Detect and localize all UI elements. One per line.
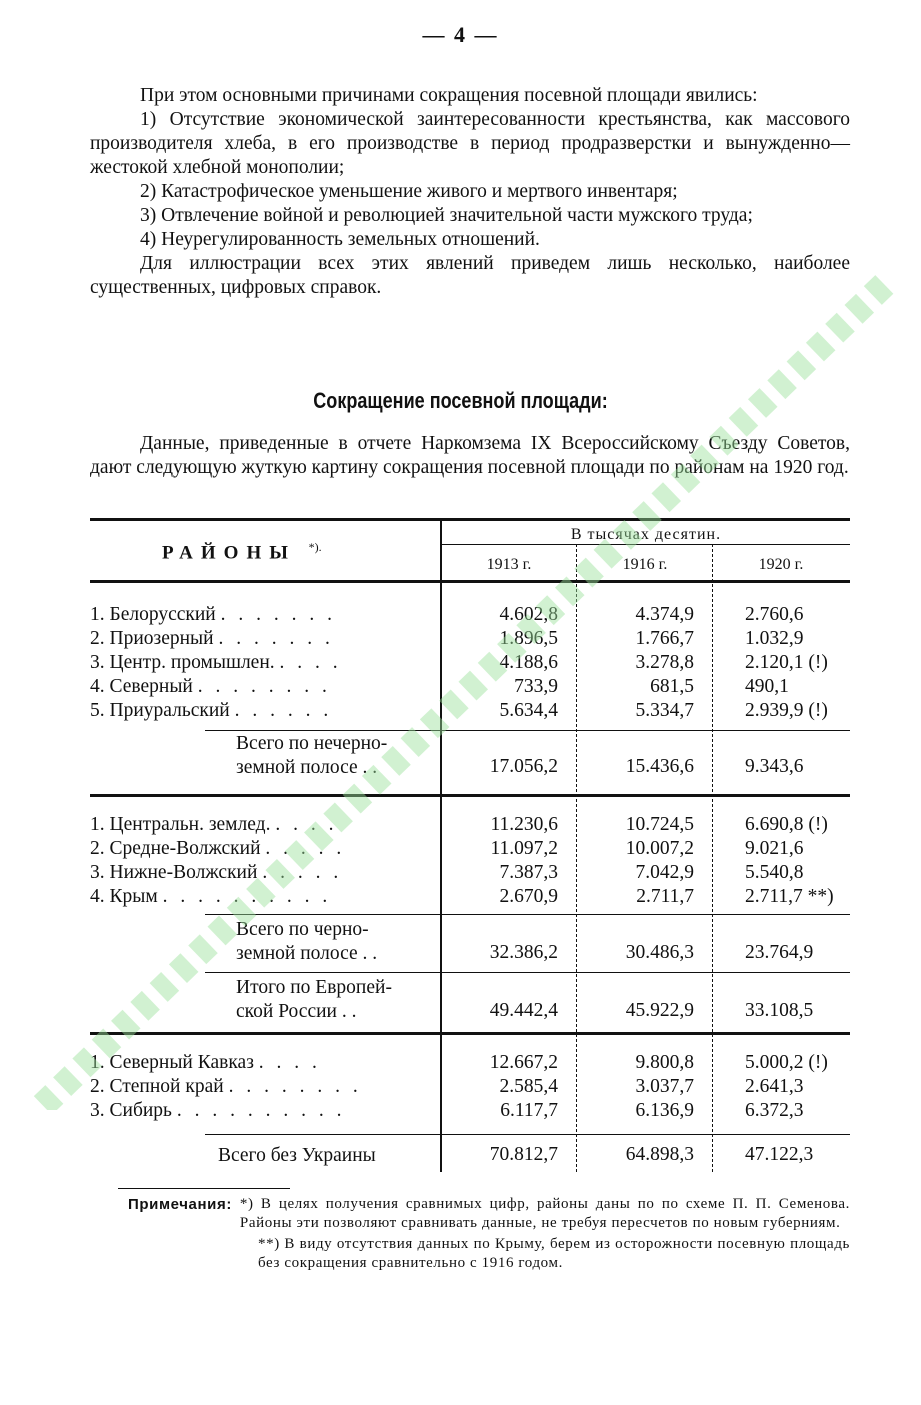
intro-paragraph: При этом основными причинами сокращения посевной площади явились: — [140, 85, 758, 106]
subtotal-label-line2: ской России . . — [236, 1001, 357, 1022]
table-row: 4. Крым . . . . . . . . . . 2.670,9 2.711,7 2.711,7 **) — [90, 886, 834, 907]
table-row: 2. Приозерный . . . . . . . 1.896,5 1.766,7 1.032,9 — [90, 628, 804, 649]
value-1916: 6.136,9 — [635, 1100, 694, 1121]
district-name: 2. Средне-Волжский — [90, 838, 261, 859]
watermark-block — [651, 482, 681, 512]
section-intro — [90, 432, 850, 480]
district-name: 3. Нижне-Волжский — [90, 862, 258, 883]
table-row: 3. Нижне-Волжский . . . . . 7.387,3 7.042,9 5.540,8 — [90, 862, 804, 883]
subtotal-1920: 23.764,9 — [745, 942, 814, 963]
districts-header-label: РАЙОНЫ — [162, 542, 296, 564]
group-rule — [90, 794, 850, 797]
value-1913: 5.634,4 — [499, 700, 558, 721]
total-1920: 47.122,3 — [745, 1144, 814, 1165]
district-name: 3. Сибирь — [90, 1100, 172, 1121]
value-1913: 2.585,4 — [499, 1076, 558, 1097]
table-row: 1. Белорусский . . . . . . . 4.602,8 4.374,9 2.760,6 — [90, 604, 804, 625]
subtotal-1913: 32.386,2 — [489, 942, 558, 963]
intro-text — [90, 84, 850, 300]
notes — [128, 1195, 850, 1273]
notes-rule — [118, 1188, 290, 1189]
district-name: 4. Северный — [90, 676, 193, 697]
value-1920: 2.120,1 (!) — [745, 652, 828, 673]
table-row: 3. Сибирь . . . . . . . . . . 6.117,7 6.136,9 6.372,3 — [90, 1100, 804, 1121]
value-1920: 2.711,7 **) — [745, 886, 834, 907]
value-1916: 1.766,7 — [635, 628, 694, 649]
page-number: — 4 — — [422, 22, 499, 47]
value-1913: 11.230,6 — [490, 814, 558, 835]
subtotal-1913: 49.442,4 — [489, 1000, 558, 1021]
district-name: 2. Степной край — [90, 1076, 224, 1097]
district-name: 2. Приозерный — [90, 628, 214, 649]
value-1916: 2.711,7 — [636, 886, 694, 907]
value-1920: 9.021,6 — [745, 838, 804, 859]
note-1-text: *) В целях получения сравнимых цифр, районы даны по по схеме П. П. Семенова. Районы эти позволяют сравнивать данные, не требуя пересчетов по новым губерниям. — [239, 1196, 850, 1231]
subtotal-1920: 33.108,5 — [745, 1000, 814, 1021]
value-1920: 2.641,3 — [745, 1076, 804, 1097]
value-1920: 6.690,8 (!) — [745, 814, 828, 835]
notes-label: Примечания: — [128, 1196, 232, 1213]
value-1920: 5.000,2 (!) — [745, 1052, 828, 1073]
value-1916: 3.278,8 — [635, 652, 694, 673]
value-1920: 2.939,9 (!) — [745, 700, 828, 721]
year-1920-header: 1920 г. — [758, 556, 804, 573]
value-1920: 490,1 — [745, 676, 789, 697]
watermark-block — [825, 313, 855, 343]
table-row: 5. Приуральский . . . . . . 5.634,4 5.334,7 2.939,9 (!) — [90, 700, 828, 721]
value-1913: 12.667,2 — [489, 1052, 558, 1073]
table-row: 3. Центр. промышлен. . . . . 4.188,6 3.278,8 2.120,1 (!) — [90, 652, 828, 673]
thousands-header: В тысячах десятин. — [570, 526, 722, 543]
subtotal-label — [236, 918, 377, 966]
subtotal-label — [236, 732, 387, 780]
year-1913-header: 1913 г. — [486, 556, 532, 573]
subtotal-1916: 45.922,9 — [625, 1000, 694, 1021]
subtotal-1913: 17.056,2 — [489, 756, 558, 777]
value-1920: 1.032,9 — [745, 628, 804, 649]
year-1916-header: 1916 г. — [622, 556, 668, 573]
value-1916: 10.724,5 — [625, 814, 694, 835]
sown-area-table — [90, 518, 850, 1178]
districts-header-note: *). — [308, 540, 322, 554]
district-name: 1. Центральн. землед. — [90, 814, 271, 835]
watermark-block — [53, 1066, 83, 1096]
watermark-block — [787, 350, 817, 380]
value-1920: 5.540,8 — [745, 862, 804, 883]
total-1913: 70.812,7 — [489, 1144, 558, 1165]
subtotal-label-line1: Всего по нечерно- — [236, 733, 388, 754]
watermark-block — [806, 332, 836, 362]
subtotal-label-line1: Итого по Европей- — [236, 977, 392, 998]
value-1920: 2.760,6 — [745, 604, 804, 625]
header-bottom-rule — [90, 580, 850, 583]
section-intro-text: Данные, приведенные в отчете Наркомзема IX Всероссийскому Съезду Советов, дают следующую жуткую картину сокращения посевной площади по районам на 1920 год. — [90, 433, 850, 478]
value-1916: 3.037,7 — [635, 1076, 694, 1097]
districts-header — [162, 540, 322, 564]
table-row: 1. Северный Кавказ . . . . 12.667,2 9.800,8 5.000,2 (!) — [90, 1052, 828, 1073]
total-rule — [205, 1134, 850, 1135]
total-1916: 64.898,3 — [625, 1144, 694, 1165]
table-row: 2. Степной край . . . . . . . . 2.585,4 3.037,7 2.641,3 — [90, 1076, 804, 1097]
note-1 — [128, 1195, 850, 1233]
subtotal-label-line1: Всего по черно- — [236, 919, 369, 940]
table-row: 1. Центральн. землед. . . . . 11.230,6 10.724,5 6.690,8 (!) — [90, 814, 828, 835]
subtotal-1920: 9.343,6 — [745, 756, 804, 777]
district-name: 1. Северный Кавказ — [90, 1052, 254, 1073]
subtotal-rule — [205, 914, 850, 915]
reason-1: 1) Отсутствие экономической заинтересованности крестьянства, как массового производителя хлеба, в его производстве в период продразверстки и вынужденно—жестокой хлебной монополии; — [90, 109, 850, 178]
value-1916: 9.800,8 — [635, 1052, 694, 1073]
value-1913: 1.896,5 — [499, 628, 558, 649]
value-1916: 4.374,9 — [635, 604, 694, 625]
total-label: Всего без Украины — [218, 1145, 376, 1166]
subtotal-label-line2: земной полосе . . — [236, 943, 378, 964]
section-title: Сокращение посевной площади: — [313, 388, 608, 413]
value-1916: 5.334,7 — [635, 700, 694, 721]
value-1913: 733,9 — [514, 676, 558, 697]
subtotal-label — [236, 976, 392, 1024]
value-1916: 7.042,9 — [635, 862, 694, 883]
reason-4: 4) Неурегулированность земельных отношений. — [140, 229, 540, 250]
value-1913: 4.188,6 — [499, 652, 558, 673]
value-1913: 6.117,7 — [500, 1100, 558, 1121]
subtotal-label-line2: земной полосе . . — [236, 757, 378, 778]
value-1913: 4.602,8 — [499, 604, 558, 625]
group-rule — [90, 1032, 850, 1035]
value-1920: 6.372,3 — [745, 1100, 804, 1121]
district-name: 3. Центр. промышлен. — [90, 652, 275, 673]
subtotal-1916: 30.486,3 — [625, 942, 694, 963]
value-1916: 10.007,2 — [625, 838, 694, 859]
value-1916: 681,5 — [650, 676, 694, 697]
value-1913: 11.097,2 — [490, 838, 558, 859]
reason-2: 2) Катастрофическое уменьшение живого и мертвого инвентаря; — [140, 181, 678, 202]
district-name: 4. Крым — [90, 886, 158, 907]
value-1913: 7.387,3 — [499, 862, 558, 883]
subtotal-rule — [205, 730, 850, 731]
table-row: 4. Северный . . . . . . . . 733,9 681,5 490,1 — [90, 676, 789, 697]
value-1913: 2.670,9 — [499, 886, 558, 907]
header-group-rule — [442, 544, 850, 545]
watermark-block — [864, 275, 894, 305]
subtotal-rule — [205, 972, 850, 973]
subtotal-1916: 15.436,6 — [625, 756, 694, 777]
watermark-block — [34, 1085, 64, 1110]
reason-3: 3) Отвлечение войной и революцией значительной части мужского труда; — [140, 205, 753, 226]
illustration-paragraph: Для иллюстрации всех этих явлений приведем лишь несколько, наиболее существенных, цифровых справок. — [90, 253, 850, 298]
table-top-rule — [90, 518, 850, 521]
district-name: 5. Приуральский — [90, 700, 230, 721]
note-2-text: **) В виду отсутствия данных по Крыму, берем из осторожности посевную площадь без сокращения сравнительно с 1916 годом. — [258, 1236, 850, 1271]
district-name: 1. Белорусский — [90, 604, 216, 625]
table-row: 2. Средне-Волжский . . . . . 11.097,2 10.007,2 9.021,6 — [90, 838, 804, 859]
